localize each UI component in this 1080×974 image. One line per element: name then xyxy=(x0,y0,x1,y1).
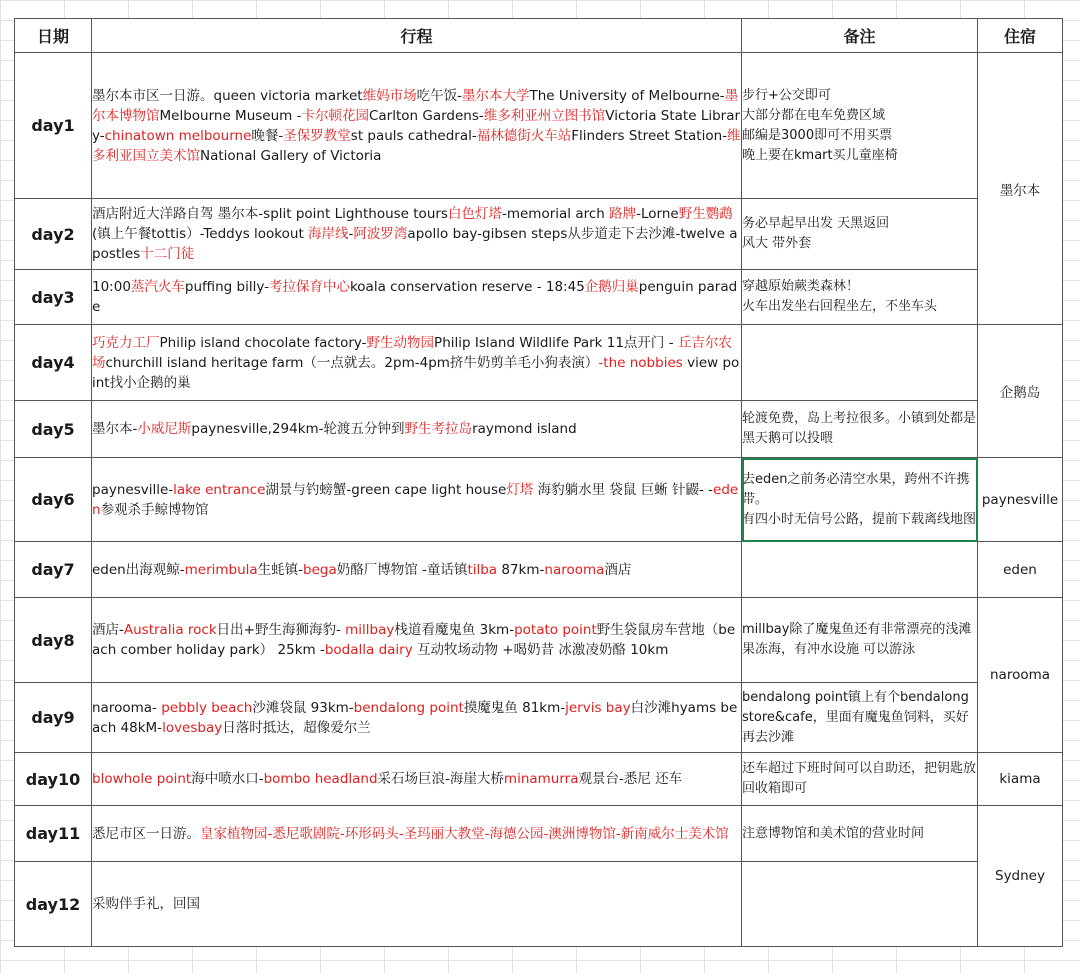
header-notes[interactable]: 备注 xyxy=(742,19,978,53)
table-row xyxy=(15,325,1063,401)
itinerary-text: 悉尼市区一日游。 xyxy=(92,825,200,842)
notes-cell[interactable] xyxy=(742,806,978,862)
note-line: bendalong point镇上有个bendalong store&cafe，里面有魔鬼鱼饲料，买好再去沙滩 xyxy=(742,689,969,745)
highlighted-place: 灯塔 xyxy=(506,481,534,498)
highlighted-place: 维多利亚州立图书馆 xyxy=(483,107,606,124)
header-date[interactable]: 日期 xyxy=(15,19,92,53)
notes-cell[interactable] xyxy=(742,753,978,806)
highlighted-place: 蒸汽火车 xyxy=(130,279,185,295)
itinerary-text: st pauls cathedral- xyxy=(350,127,477,144)
itinerary-text: Victoria State Library- xyxy=(92,107,741,144)
itinerary-text: 酒店 xyxy=(604,561,632,578)
itinerary-text: 酒店附近大洋路自驾 墨尔本-split point Lighthouse tours xyxy=(92,206,448,222)
notes-cell[interactable] xyxy=(742,598,978,683)
highlighted-place: 企鹅归巢 xyxy=(584,279,639,295)
itinerary-cell[interactable] xyxy=(92,458,742,542)
itinerary-cell[interactable] xyxy=(92,806,742,862)
header-row xyxy=(15,19,1063,53)
itinerary-cell[interactable] xyxy=(92,53,742,199)
highlighted-place: Australia rock xyxy=(123,622,217,638)
itinerary-text: eden出海观鲸- xyxy=(92,561,185,578)
note-line: 注意博物馆和美术馆的营业时间 xyxy=(742,825,925,841)
note-line: 火车出发坐右回程坐左，不坐车头 xyxy=(742,299,938,314)
itinerary-text: 87km- xyxy=(497,561,545,578)
highlighted-place: 福林德街火车站 xyxy=(476,127,572,144)
itinerary-text: Carlton Gardens- xyxy=(368,107,484,124)
notes-cell[interactable] xyxy=(742,401,978,458)
itinerary-text: puffing billy- xyxy=(184,279,269,295)
itinerary-text: Philip island chocolate factory- xyxy=(159,334,367,351)
table-row xyxy=(15,753,1063,806)
notes-cell-selected[interactable] xyxy=(742,458,978,542)
itinerary-text: churchill island heritage farm（一点就去。2pm-4pm挤牛奶剪羊毛小狗表演） xyxy=(105,354,599,371)
itinerary-text: apollo bay-gibsen steps从步道走下去沙滩-twelve apostles xyxy=(92,226,738,262)
itinerary-cell[interactable] xyxy=(92,598,742,683)
highlighted-place: chinatown melbourne xyxy=(104,127,252,144)
itinerary-text: 酒店- xyxy=(92,622,124,638)
highlighted-place: 丘吉尔农场 xyxy=(92,334,732,371)
notes-cell[interactable] xyxy=(742,683,978,753)
itinerary-text: 白沙滩hyams beach 48kM- xyxy=(92,699,738,736)
highlighted-place: 野生考拉岛 xyxy=(404,421,473,437)
highlighted-place: jervis bay xyxy=(565,699,631,716)
itinerary-text: 日落时抵达，超像爱尔兰 xyxy=(222,719,371,736)
itinerary-text: 栈道看魔鬼鱼 3km- xyxy=(394,622,515,638)
table-row xyxy=(15,806,1063,862)
highlighted-place: narooma xyxy=(544,561,605,578)
table-row xyxy=(15,683,1063,753)
itinerary-text: 墨尔本市区一日游。queen victoria market xyxy=(92,87,363,104)
highlighted-place: 十二门徒 xyxy=(140,246,195,262)
notes-cell[interactable] xyxy=(742,199,978,270)
highlighted-place: minamurra xyxy=(503,771,579,787)
stay-cell[interactable]: narooma xyxy=(978,598,1063,753)
itinerary-text: raymond island xyxy=(472,421,577,437)
highlighted-place: 巧克力工厂 xyxy=(92,334,160,351)
itinerary-text: Melbourne Museum - xyxy=(159,107,302,124)
stay-cell[interactable]: 墨尔本 xyxy=(978,53,1063,325)
itinerary-text: paynesville- xyxy=(92,481,174,498)
table-row xyxy=(15,401,1063,458)
highlighted-place: eden xyxy=(92,481,739,518)
notes-cell[interactable] xyxy=(742,270,978,325)
note-line: 轮渡免费，岛上考拉很多。小镇到处都是黑天鹅可以投喂 xyxy=(742,411,977,446)
highlighted-place: bodalla dairy xyxy=(324,642,413,658)
highlighted-place: millbay xyxy=(345,622,395,638)
itinerary-cell[interactable] xyxy=(92,199,742,270)
itinerary-text: National Gallery of Victoria xyxy=(200,147,382,164)
table-row xyxy=(15,270,1063,325)
highlighted-place: 野生鹦鹉 xyxy=(678,206,733,222)
itinerary-text: 采石场巨浪-海崖大桥 xyxy=(377,771,504,787)
highlighted-place: 白色灯塔 xyxy=(447,206,502,222)
notes-cell[interactable] xyxy=(742,862,978,947)
itinerary-text: 日出+野生海狮海豹- xyxy=(216,622,346,638)
day-cell[interactable]: day2 xyxy=(15,199,92,270)
table-row xyxy=(15,862,1063,947)
itinerary-text: Philip Island Wildlife Park 11点开门 - xyxy=(434,334,678,351)
highlighted-place: 小威尼斯 xyxy=(137,421,192,437)
itinerary-text: 采购伴手礼，回国 xyxy=(92,896,200,912)
note-line: 风大 带外套 xyxy=(742,236,812,251)
highlighted-place: 维多利亚国立美术馆 xyxy=(92,127,741,164)
itinerary-text: 海豹躺水里 袋鼠 巨蜥 针鼹- - xyxy=(533,481,714,498)
itinerary-text: 野生袋鼠房车营地（beach comber holiday park） 25km - xyxy=(92,622,736,658)
note-line: 去eden之前务必清空水果，跨州不许携带。 xyxy=(742,471,970,507)
stay-cell[interactable]: Sydney xyxy=(978,806,1063,947)
day-cell[interactable]: day8 xyxy=(15,598,92,683)
highlighted-place: bega xyxy=(303,561,337,578)
highlighted-place: lake entrance xyxy=(173,481,266,498)
itinerary-text: 墨尔本- xyxy=(92,421,138,437)
itinerary-text: 沙滩袋鼠 93km- xyxy=(252,699,354,716)
itinerary-cell[interactable] xyxy=(92,401,742,458)
table-row xyxy=(15,458,1063,542)
itinerary-table xyxy=(14,18,1063,947)
highlighted-place: blowhole point xyxy=(92,771,192,787)
highlighted-place: 野生动物园 xyxy=(366,334,435,351)
note-line: 穿越原始蕨类森林！ xyxy=(742,279,860,294)
itinerary-text: 参观杀手鲸博物馆 xyxy=(100,501,209,518)
highlighted-place: 墨尔本博物馆 xyxy=(92,87,739,124)
note-line: 还车超过下班时间可以自助还，把钥匙放回收箱即可 xyxy=(742,761,977,796)
itinerary-cell[interactable] xyxy=(92,683,742,753)
highlighted-place: merimbula xyxy=(184,561,258,578)
itinerary-text: 生蚝镇- xyxy=(257,561,304,578)
day-cell[interactable]: day1 xyxy=(15,53,92,199)
itinerary-body xyxy=(15,53,1063,947)
highlighted-place: 维妈市场 xyxy=(362,87,417,104)
note-line: 邮编是3000即可不用买票 xyxy=(742,127,893,143)
day-cell[interactable]: day9 xyxy=(15,683,92,753)
highlighted-place: 墨尔本大学 xyxy=(461,87,530,104)
stay-cell[interactable]: paynesville xyxy=(978,458,1063,542)
highlighted-place: 路牌 xyxy=(609,206,637,222)
itinerary-text: Flinders Street Station- xyxy=(571,127,728,144)
itinerary-text: 观景台-悉尼 还车 xyxy=(578,771,683,787)
stay-cell[interactable]: 企鹅岛 xyxy=(978,325,1063,458)
day-cell[interactable]: day10 xyxy=(15,753,92,806)
highlighted-place: tilba xyxy=(467,561,498,578)
highlighted-place: 阿波罗湾 xyxy=(353,226,408,242)
day-cell[interactable]: day3 xyxy=(15,270,92,325)
stay-cell[interactable]: kiama xyxy=(978,753,1063,806)
note-line: 有四小时无信号公路，提前下载离线地图 xyxy=(742,511,977,527)
itinerary-cell[interactable] xyxy=(92,270,742,325)
highlighted-place: 圣保罗教堂 xyxy=(283,127,351,144)
notes-cell[interactable] xyxy=(742,325,978,401)
table-row xyxy=(15,598,1063,683)
itinerary-text: The University of Melbourne- xyxy=(529,87,725,104)
itinerary-text: 海中喷水口- xyxy=(191,771,264,787)
itinerary-cell[interactable] xyxy=(92,325,742,401)
day-cell[interactable]: day5 xyxy=(15,401,92,458)
note-line: millbay除了魔鬼鱼还有非常漂亮的浅滩果冻海，有冲水设施 可以游泳 xyxy=(742,622,972,657)
itinerary-text: view point找小企鹅的巢 xyxy=(92,354,740,391)
note-line: 务必早起早出发 天黑返回 xyxy=(742,216,890,231)
itinerary-text: 湖景与钓螃蟹-green cape light house xyxy=(265,481,507,498)
highlighted-place: pebbly beach xyxy=(161,699,253,716)
highlighted-place: lovesbay xyxy=(162,719,223,736)
day-cell[interactable]: day4 xyxy=(15,325,92,401)
itinerary-cell[interactable] xyxy=(92,542,742,598)
highlighted-place: bombo headland xyxy=(263,771,378,787)
highlighted-place: 海岸线 xyxy=(308,226,349,242)
highlighted-place: 皇家植物园-悉尼歌剧院-环形码头-圣玛丽大教堂-海德公园-澳洲博物馆-新南威尔士美术馆 xyxy=(200,825,729,842)
note-line: 大部分都在电车免费区域 xyxy=(742,107,886,123)
day-cell[interactable]: day6 xyxy=(15,458,92,542)
note-line: 晚上要在kmart买儿童座椅 xyxy=(742,147,898,163)
notes-cell[interactable] xyxy=(742,542,978,598)
itinerary-text: penguin parade xyxy=(92,279,738,315)
highlighted-place: -the nobbies xyxy=(598,354,683,371)
table-row xyxy=(15,542,1063,598)
itinerary-text: 10:00 xyxy=(92,279,131,295)
itinerary-cell[interactable] xyxy=(92,862,742,947)
itinerary-text: 吃午饭- xyxy=(416,87,462,104)
itinerary-text: 奶酪厂博物馆 -童话镇 xyxy=(336,561,468,578)
itinerary-text: 互动牧场动物 +喝奶昔 冰激凌奶酪 10km xyxy=(412,642,669,658)
highlighted-place: 卡尔顿花园 xyxy=(301,107,369,124)
itinerary-text: paynesville,294km-轮渡五分钟到 xyxy=(191,421,405,437)
itinerary-text: 晚餐- xyxy=(251,127,284,144)
highlighted-place: 考拉保育中心 xyxy=(268,279,350,295)
table-row xyxy=(15,199,1063,270)
notes-cell[interactable] xyxy=(742,53,978,199)
itinerary-text: narooma- xyxy=(92,699,162,716)
day-cell[interactable]: day11 xyxy=(15,806,92,862)
table-row xyxy=(15,53,1063,199)
itinerary-text: - xyxy=(348,226,354,242)
day-cell[interactable]: day12 xyxy=(15,862,92,947)
itinerary-text: 摸魔鬼鱼 81km- xyxy=(463,699,566,716)
highlighted-place: bendalong point xyxy=(353,699,464,716)
header-stay[interactable]: 住宿 xyxy=(978,19,1063,53)
day-cell[interactable]: day7 xyxy=(15,542,92,598)
itinerary-text: -memorial arch xyxy=(501,206,610,222)
itinerary-text: -Lorne xyxy=(636,206,679,222)
itinerary-text: koala conservation reserve - 18:45 xyxy=(349,279,585,295)
highlighted-place: potato point xyxy=(514,622,597,638)
header-itinerary[interactable]: 行程 xyxy=(92,19,742,53)
itinerary-cell[interactable] xyxy=(92,753,742,806)
stay-cell[interactable]: eden xyxy=(978,542,1063,598)
note-line: 步行+公交即可 xyxy=(742,87,831,103)
itinerary-text: (镇上午餐tottis）-Teddys lookout xyxy=(92,226,309,242)
